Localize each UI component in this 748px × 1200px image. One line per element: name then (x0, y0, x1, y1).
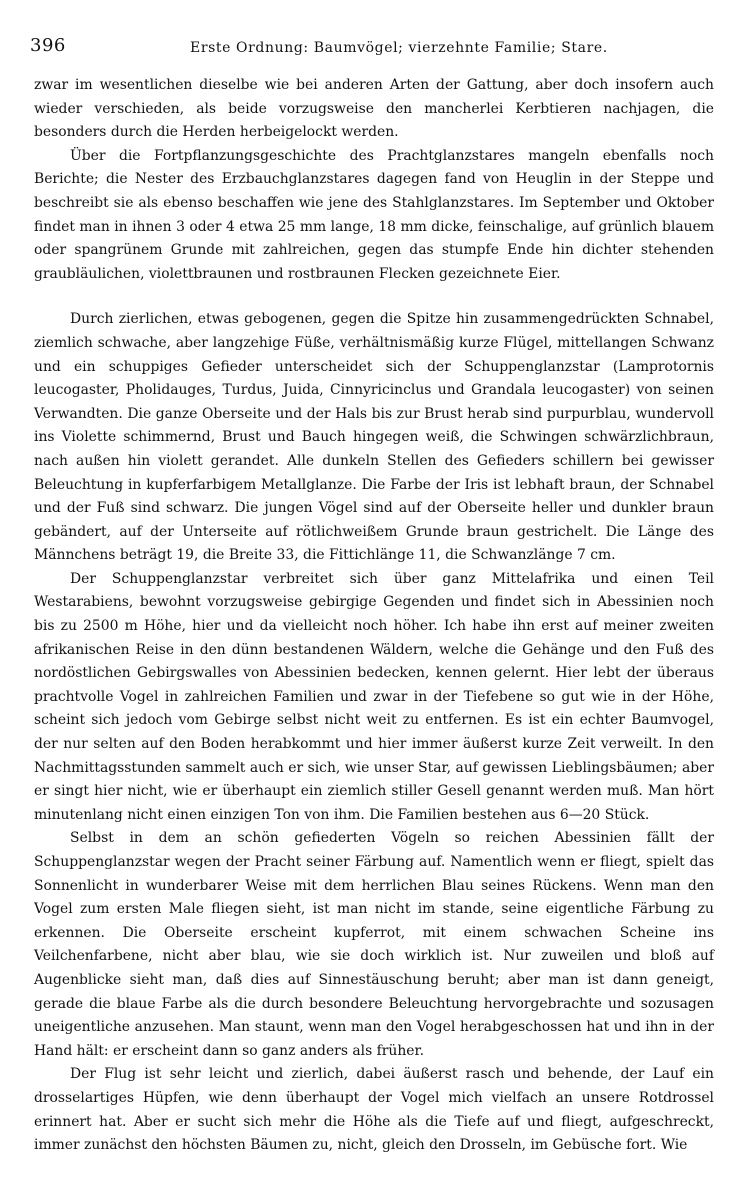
paragraph-coloration: Selbst in dem an schön gefiederten Vögeln so reichen Abessinien fällt der Schuppenglanzstar wegen der Pracht seiner Färbung auf. Namentlich wenn er fliegt, spielt das Sonnenlicht in wunderbarer Weise mit dem herrlichen Blau seines Rückens. Wenn man den Vogel zum ersten Male fliegen sieht, ist man nicht im stande, seine eigentliche Färbung zu erkennen. Die Oberseite erscheint kupferrot, mit einem schwachen Scheine ins Veilchenfarbene, nicht aber blau, wie sie doch wirklich ist. Nur zuweilen und bloß auf Augenblicke sieht man, daß dies auf Sinnestäuschung beruht; aber man ist dann geneigt, gerade die blaue Farbe als die durch besondere Beleuchtung hervorgebrachte und sozusagen uneigentliche anzusehen. Man staunt, wenn man den Vogel herabgeschossen hat und ihn in der Hand hält: er erscheint dann so ganz anders als früher. (34, 830, 714, 1059)
page-header (30, 36, 720, 60)
running-head: Erste Ordnung: Baumvögel; vierzehnte Familie; Stare. (190, 40, 608, 56)
body-text (34, 74, 714, 1158)
paragraph-flight: Der Flug ist sehr leicht und zierlich, dabei äußerst rasch und behende, der Lauf ein drosselartiges Hüpfen, wie denn überhaupt der Vogel mich vielfach an unsere Rotdrossel erinnert hat. Aber er sucht sich mehr die Höhe als die Tiefe auf und fliegt, aufgeschreckt, immer zunächst den höchsten Bäumen zu, nicht, gleich den Drosseln, im Gebüsche fort. Wie (34, 1066, 714, 1154)
paragraph-distribution: Der Schuppenglanzstar verbreitet sich über ganz Mittelafrika und einen Teil Westarabiens, bewohnt vorzugsweise gebirgige Gegenden und findet sich in Abessinien noch bis zu 2500 m Höhe, hier und da vielleicht noch höher. Ich habe ihn erst auf meiner zweiten afrikanischen Reise in den dünn bestandenen Wäldern, welche die Gehänge und den Fuß des nordöstlichen Gebirgswalles von Abessinien bedecken, kennen gelernt. Hier lebt der überaus prachtvolle Vogel in zahlreichen Familien und zwar in der Tiefebene so gut wie in der Höhe, scheint sich jedoch vom Gebirge selbst nicht weit zu entfernen. Es ist ein echter Baumvogel, der nur selten auf den Boden herabkommt und hier immer äußerst kurze Zeit verweilt. In den Nachmittagsstunden sammelt auch er sich, wie unser Star, auf gewissen Lieblingsbäumen; aber er singt hier nicht, wie er überhaupt ein ziemlich stiller Gesell genannt werden muß. Man hört minutenlang nicht einen einzigen Ton von ihm. Die Familien bestehen aus 6—20 Stück. (34, 570, 714, 823)
page-number: 396 (30, 35, 66, 56)
paragraph-description: Durch zierlichen, etwas gebogenen, gegen die Spitze hin zusammengedrückten Schnabel, ziemlich schwache, aber langzehige Füße, verhältnismäßig kurze Flügel, mittellangen Schwanz und ein schuppiges Gefieder unterscheidet sich der Schuppenglanzstar (Lamprotornis leucogaster, Pholidauges, Turdus, Juida, Cinnyricinclus und Grandala leucogaster) von seinen Verwandten. Die ganze Oberseite und der Hals bis zur Brust herab sind purpurblau, wundervoll ins Violette schimmernd, Brust und Bauch hingegen weiß, die Schwingen schwärzlichbraun, nach außen hin violett gerandet. Alle dunkeln Stellen des Gefieders schillern bei gewisser Beleuchtung in kupferfarbigem Metallglanze. Die Farbe der Iris ist lebhaft braun, der Schnabel und der Fuß sind schwarz. Die jungen Vögel sind auf der Oberseite heller und dunkler braun gebändert, auf der Unterseite auf rötlichweißem Grunde braun gestrichelt. Die Länge des Männchens beträgt 19, die Breite 33, die Fittichlänge 11, die Schwanzlänge 7 cm. (34, 311, 714, 564)
paragraph-reproduction: Über die Fortpflanzungsgeschichte des Prachtglanzstares mangeln ebenfalls noch Berichte; die Nester des Erzbauchglanzstares dagegen fand von Heuglin in der Steppe und beschreibt sie als ebenso beschaffen wie jene des Stahlglanzstares. Im September und Oktober findet man in ihnen 3 oder 4 etwa 25 mm lange, 18 mm dicke, feinschalige, auf grünlich blauem oder spangrünem Grunde mit zahlreichen, gegen das stumpfe Ende hin dichter stehenden graubläulichen, violettbraunen und rostbraunen Flecken gezeichnete Eier. (34, 147, 714, 282)
paragraph-continuation: zwar im wesentlichen dieselbe wie bei anderen Arten der Gattung, aber doch insofern auch wieder verschieden, als beide vorzugsweise den mancherlei Kerbtieren nachjagen, die besonders durch die Herden herbeigelockt werden. (34, 77, 714, 141)
